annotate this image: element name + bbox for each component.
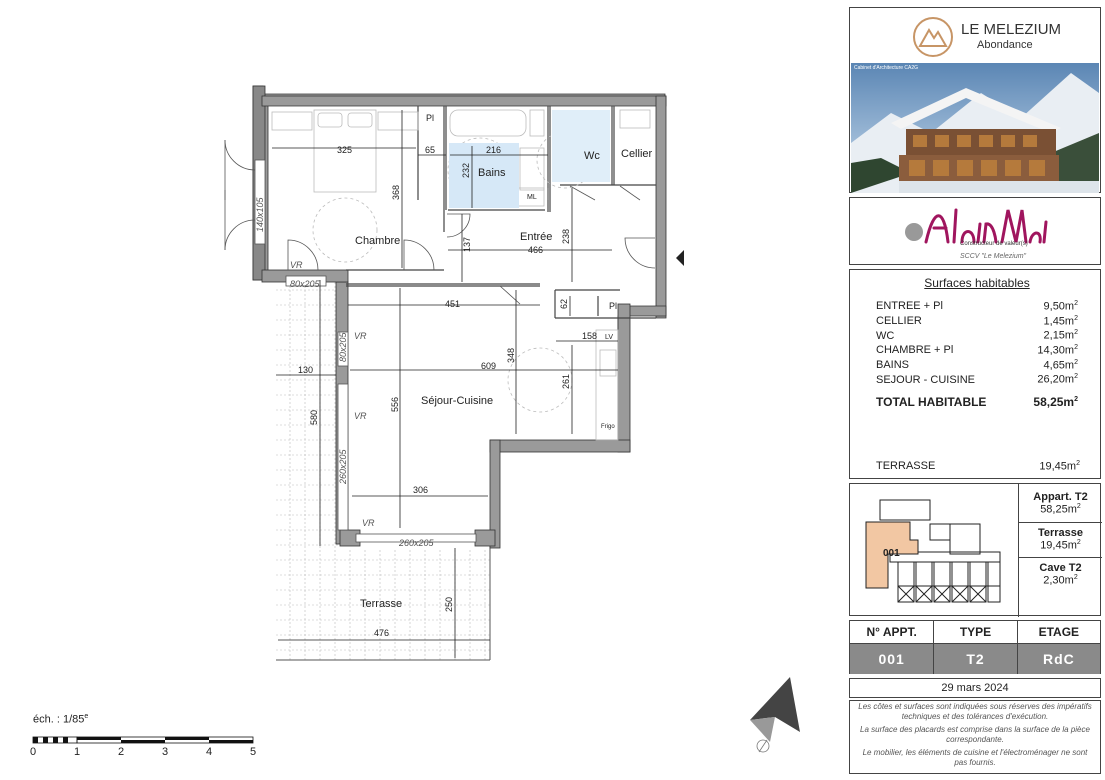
table-row (876, 299, 1078, 314)
total-row (876, 387, 1078, 410)
label-vr-2: VR (354, 331, 367, 341)
surface-value: 14,30m (1037, 344, 1075, 357)
surface-label: WC (876, 329, 895, 342)
room-cellier: Cellier (621, 148, 653, 160)
dim-250: 250 (444, 596, 454, 612)
surface-value: 4,65m (1043, 359, 1075, 372)
dim-609: 609 (481, 361, 497, 371)
unit-sup: 2 (1076, 503, 1081, 510)
window-260x205-side: 260x205 (338, 449, 348, 484)
dim-158: 158 (582, 331, 598, 341)
surface-label: CHAMBRE + Pl (876, 344, 954, 357)
scale-tick: 0 (30, 746, 37, 758)
surface-value: 1,45m (1043, 315, 1075, 328)
label-vr-3: VR (354, 411, 367, 421)
surface-value: 2,15m (1043, 329, 1075, 342)
brand-panel (849, 7, 1101, 193)
value-etage: RdC (1018, 644, 1100, 674)
dim-368: 368 (391, 184, 401, 200)
unit-sup: 2 (1074, 343, 1078, 351)
unit-sup: 2 (1074, 373, 1078, 381)
brand-name: LE MELEZIUM (961, 21, 1062, 38)
terrasse-value-wrap (1019, 539, 1102, 552)
label-ml: ML (527, 194, 537, 201)
builder-program: SCCV "Le Melezium" (960, 253, 1027, 260)
summary-column (1018, 484, 1102, 617)
date-text: 29 mars 2024 (941, 682, 1009, 694)
appart-label: Appart. T2 (1033, 491, 1088, 503)
total-value: 58,25m (1033, 394, 1075, 409)
room-terrasse: Terrasse (360, 598, 403, 610)
window-80x205-side: 80x205 (338, 332, 348, 362)
unit-sup: 2 (1074, 314, 1078, 322)
unit-sup: 2 (1074, 300, 1078, 307)
surface-label: CELLIER (876, 314, 922, 327)
dim-137: 137 (462, 236, 472, 252)
dim-261: 261 (561, 373, 571, 389)
terrasse-label: Terrasse (1019, 522, 1102, 539)
scale-sup: e (84, 713, 89, 720)
apartment-info-table (849, 620, 1101, 674)
builder-tagline: Constructeur de valeur(s) (960, 241, 1028, 247)
label-frigo: Frigo (601, 424, 615, 430)
scale-tick: 1 (74, 746, 81, 758)
architect-caption: Cabinet d'Architecture CA2G (854, 65, 919, 71)
disclaimer-line: Les côtes et surfaces sont indiquées sous réserves des impératifs techniques et des tolérances d'exécution. (858, 702, 1092, 721)
dim-232: 232 (461, 162, 471, 178)
table-row (876, 343, 1078, 358)
scale-tick: 2 (118, 746, 125, 758)
surface-label: SEJOUR - CUISINE (876, 373, 976, 386)
building-illustration (851, 63, 1099, 193)
surfaces-title: Surfaces habitables (924, 276, 1030, 290)
table-row (876, 358, 1078, 373)
room-chambre: Chambre (355, 235, 401, 247)
table-row (876, 314, 1078, 329)
window-260x205-bottom: 260x205 (399, 538, 434, 548)
disclaimer-box (849, 700, 1101, 774)
info-header-row (850, 621, 1100, 644)
dim-451: 451 (445, 299, 461, 309)
melezium-logo-icon (912, 16, 954, 58)
cave-value-wrap (1019, 574, 1102, 587)
dim-580: 580 (309, 409, 319, 425)
value-appt: 001 (850, 644, 934, 674)
dim-130: 130 (298, 365, 314, 375)
dim-556: 556 (390, 396, 400, 412)
date-box (849, 678, 1101, 698)
surface-value: 9,50m (1043, 300, 1075, 313)
dim-238: 238 (561, 228, 571, 244)
info-value-row (850, 644, 1100, 674)
builder-panel (849, 197, 1101, 265)
window-80x205-top: 80x205 (290, 279, 320, 289)
dim-306: 306 (413, 485, 429, 495)
dim-476: 476 (374, 628, 390, 638)
keyplan-apt-label: 001 (883, 548, 900, 559)
label-pl-entry: Pl (609, 301, 618, 311)
room-wc: Wc (584, 150, 600, 162)
room-entree: Entrée (520, 231, 553, 243)
window-140x105: 140x105 (255, 197, 265, 232)
surface-value: 26,20m (1037, 373, 1075, 386)
room-bains: Bains (478, 167, 506, 179)
scale-label (33, 713, 88, 726)
disclaimer-line: Le mobilier, les éléments de cuisine et l'électroménager ne sont pas fournis. (862, 748, 1088, 767)
scale-ticks (30, 746, 270, 760)
value-type: T2 (934, 644, 1017, 674)
scale-tick: 3 (162, 746, 169, 758)
brand-location: Abondance (977, 39, 1033, 51)
surfaces-panel (849, 269, 1101, 479)
unit-sup: 2 (1074, 358, 1078, 366)
terrace-value: 19,45m (1039, 460, 1077, 473)
unit-sup: 2 (1074, 395, 1078, 403)
scale-tick: 5 (250, 746, 257, 758)
label-lv: LV (605, 334, 614, 341)
unit-sup: 2 (1076, 538, 1081, 546)
cave-value: 2,30m (1043, 574, 1074, 587)
dim-62: 62 (559, 298, 569, 309)
entry-marker (676, 250, 684, 266)
north-arrow-icon (750, 677, 800, 752)
appart-value-wrap (1019, 503, 1102, 516)
cave-label: Cave T2 (1019, 557, 1102, 574)
header-appt: N° APPT. (850, 621, 934, 643)
table-row (876, 459, 1080, 474)
label-pl-bedroom: Pl (426, 113, 435, 123)
disclaimer-line: La surface des placards est comprise dans la surface de la pièce correspondante. (860, 725, 1090, 744)
terrasse-value: 19,45m (1040, 539, 1077, 552)
terrace-label: TERRASSE (876, 460, 936, 473)
header-type: TYPE (934, 621, 1017, 643)
dim-348: 348 (506, 347, 516, 363)
scale-text: éch. : 1/85 (33, 713, 85, 726)
label-vr-4: VR (362, 518, 375, 528)
unit-sup: 2 (1074, 329, 1078, 337)
header-etage: ETAGE (1038, 625, 1080, 639)
dim-216: 216 (486, 145, 502, 155)
table-row (876, 328, 1078, 343)
keyplan-panel (849, 483, 1101, 616)
table-row (876, 372, 1078, 387)
dim-65: 65 (425, 145, 436, 155)
scale-tick: 4 (206, 746, 213, 758)
label-vr-1: VR (290, 260, 303, 270)
unit-sup: 2 (1073, 574, 1078, 582)
terrace-table (876, 459, 1080, 474)
unit-sup: 2 (1076, 460, 1080, 467)
surface-label: BAINS (876, 358, 910, 371)
room-sejour: Séjour-Cuisine (421, 395, 494, 407)
surface-label: ENTREE + Pl (876, 300, 943, 313)
appart-value: 58,25m (1040, 503, 1077, 516)
total-label: TOTAL HABITABLE (876, 394, 987, 409)
surfaces-table (876, 299, 1078, 410)
dim-325: 325 (337, 145, 353, 155)
dim-466: 466 (528, 245, 544, 255)
wc-floor-highlight (552, 110, 610, 182)
